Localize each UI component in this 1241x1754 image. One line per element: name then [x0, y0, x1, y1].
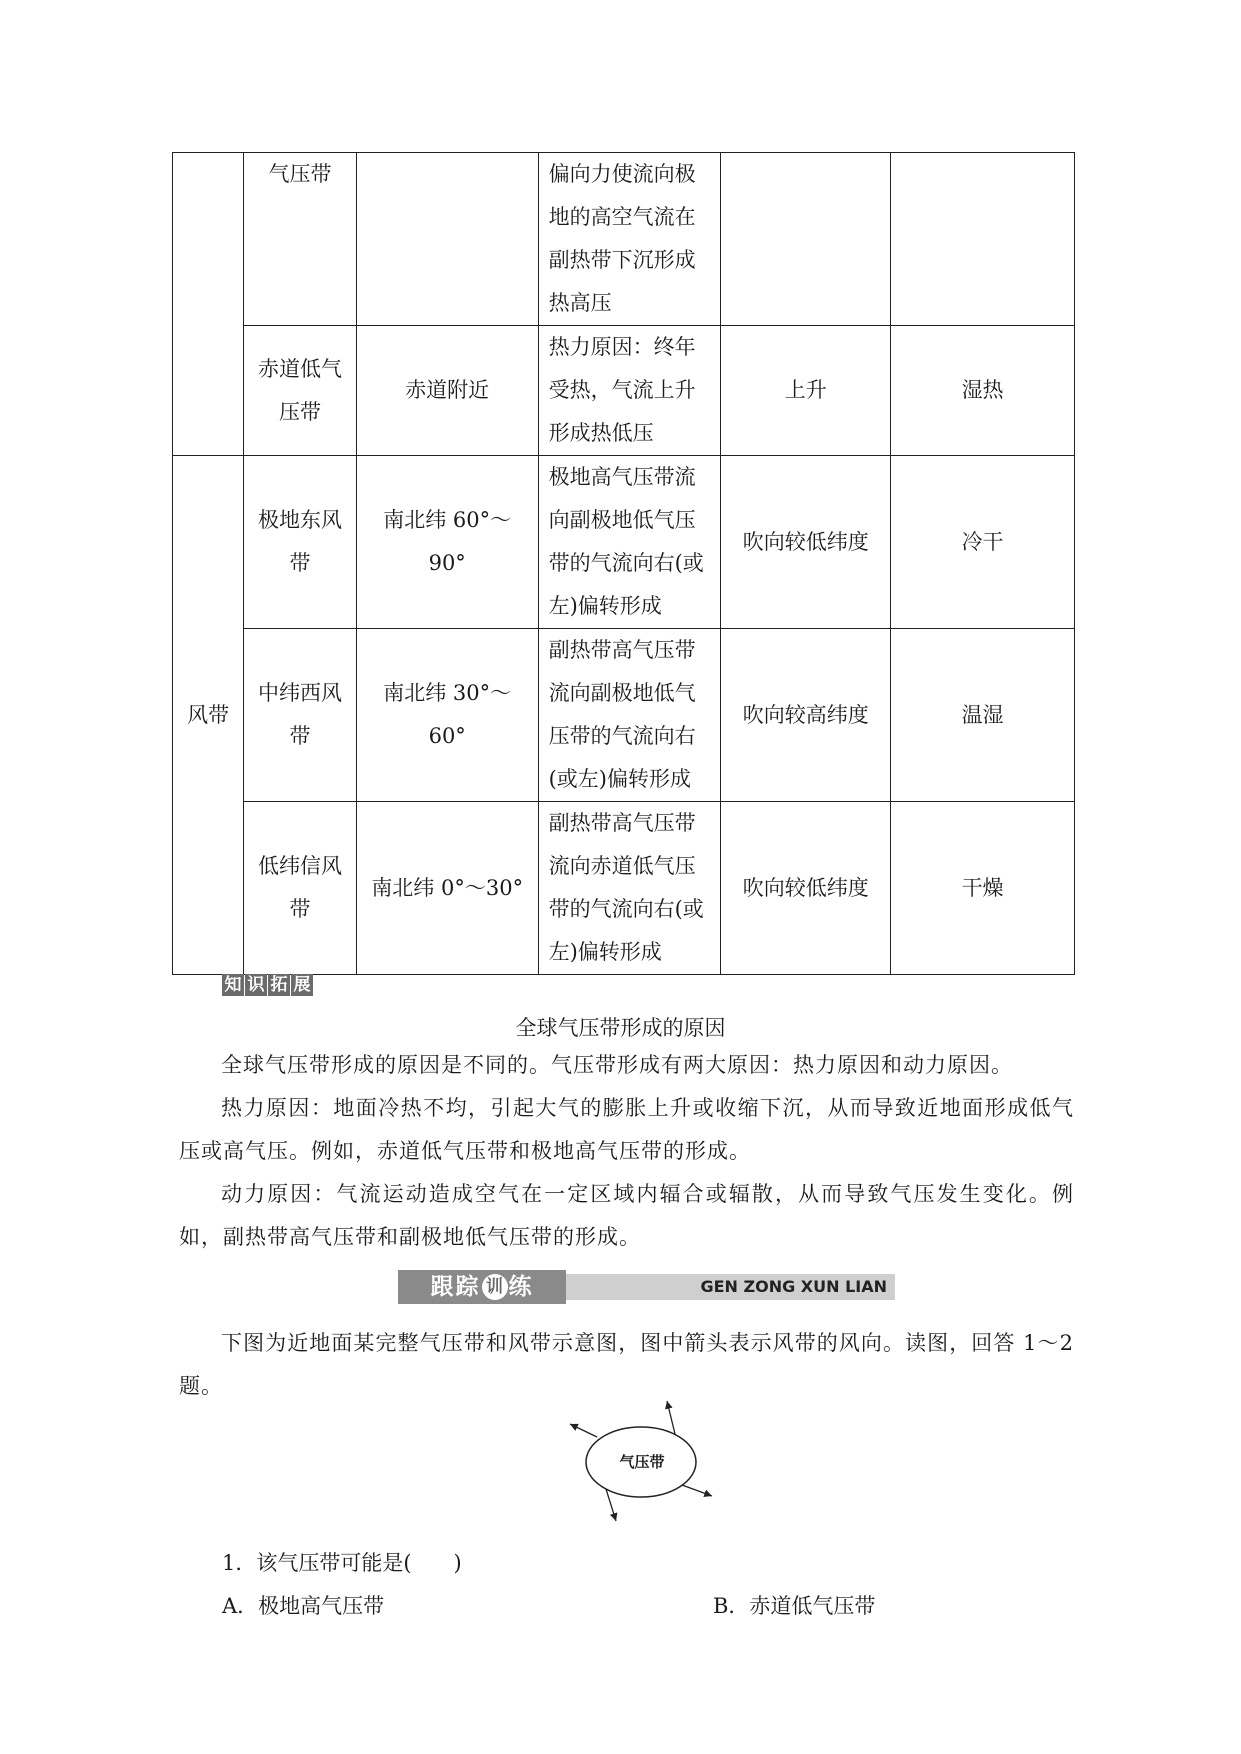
paragraph: 动力原因：气流运动造成空气在一定区域内辐合或辐散，从而导致气压发生变化。例如，副热带高气压带和副极地低气压带的形成。: [179, 1182, 1074, 1249]
belt-climate-cell: 温湿: [891, 629, 1075, 802]
diagram-label: 气压带: [619, 1453, 665, 1471]
wind-belt-table: [172, 152, 1075, 975]
belt-cause-cell: 热力原因：终年受热，气流上升形成热低压: [538, 326, 721, 456]
belt-cause-cell: 副热带高气压带流向赤道低气压带的气流向右(或左)偏转形成: [538, 802, 721, 975]
training-banner-label: 跟踪 训 练: [398, 1270, 566, 1304]
belt-climate-cell: [891, 153, 1075, 326]
tag-char: 展: [291, 974, 313, 996]
option-b[interactable]: B．赤道低气压带: [713, 1594, 876, 1618]
belt-cause-cell: 偏向力使流向极地的高空气流在副热带下沉形成热高压: [538, 153, 721, 326]
question-intro: 下图为近地面某完整气压带和风带示意图，图中箭头表示风带的风向。读图，回答 1～2 题。: [179, 1331, 1074, 1398]
wind-arrow: [606, 1489, 616, 1521]
belt-location-cell: 南北纬 30°～60°: [356, 629, 538, 802]
belt-cause-cell: 极地高气压带流向副极地低气压带的气流向右(或左)偏转形成: [538, 456, 721, 629]
question-stem: 1．该气压带可能是( ): [222, 1551, 462, 1575]
belt-airflow-cell: [721, 153, 891, 326]
section-title: 全球气压带形成的原因: [515, 1016, 726, 1040]
wind-arrow: [682, 1485, 712, 1496]
belt-location-cell: 赤道附近: [356, 326, 538, 456]
belt-name-cell: 中纬西风带: [244, 629, 356, 802]
wind-arrow: [570, 1424, 597, 1437]
paragraph: 热力原因：地面冷热不均，引起大气的膨胀上升或收缩下沉，从而导致近地面形成低气压或高气压。例如，赤道低气压带和极地高气压带的形成。: [179, 1096, 1074, 1163]
tag-char: 拓: [268, 974, 290, 996]
belt-airflow-cell: 上升: [721, 326, 891, 456]
belt-climate-cell: 冷干: [891, 456, 1075, 629]
belt-climate-cell: 干燥: [891, 802, 1075, 975]
paragraph: 全球气压带形成的原因是不同的。气压带形成有两大原因：热力原因和动力原因。: [221, 1053, 1013, 1077]
tag-char: 知: [222, 974, 244, 996]
belt-name-cell: 极地东风带: [244, 456, 356, 629]
belt-location-cell: 南北纬 60°～90°: [356, 456, 538, 629]
belt-location-cell: [356, 153, 538, 326]
training-banner: [398, 1270, 895, 1304]
tag-char: 识: [245, 974, 267, 996]
option-a[interactable]: A．极地高气压带: [222, 1594, 385, 1618]
belt-name-cell: 低纬信风带: [244, 802, 356, 975]
wind-arrow: [667, 1401, 675, 1434]
belt-airflow-cell: 吹向较低纬度: [721, 802, 891, 975]
belt-airflow-cell: 吹向较低纬度: [721, 456, 891, 629]
knowledge-extension-tag: [222, 974, 313, 996]
wind-belt-group-cell: 风带: [173, 456, 244, 975]
training-banner-circle: 训: [482, 1274, 508, 1300]
belt-name-cell: 气压带: [244, 153, 356, 326]
belt-airflow-cell: 吹向较高纬度: [721, 629, 891, 802]
pressure-belt-group-cell: [173, 153, 244, 456]
pressure-belt-diagram: [562, 1397, 722, 1527]
belt-name-cell: 赤道低气压带: [244, 326, 356, 456]
belt-climate-cell: 湿热: [891, 326, 1075, 456]
training-banner-pinyin: GEN ZONG XUN LIAN: [566, 1274, 895, 1300]
belt-location-cell: 南北纬 0°～30°: [356, 802, 538, 975]
belt-cause-cell: 副热带高气压带流向副极地低气压带的气流向右(或左)偏转形成: [538, 629, 721, 802]
